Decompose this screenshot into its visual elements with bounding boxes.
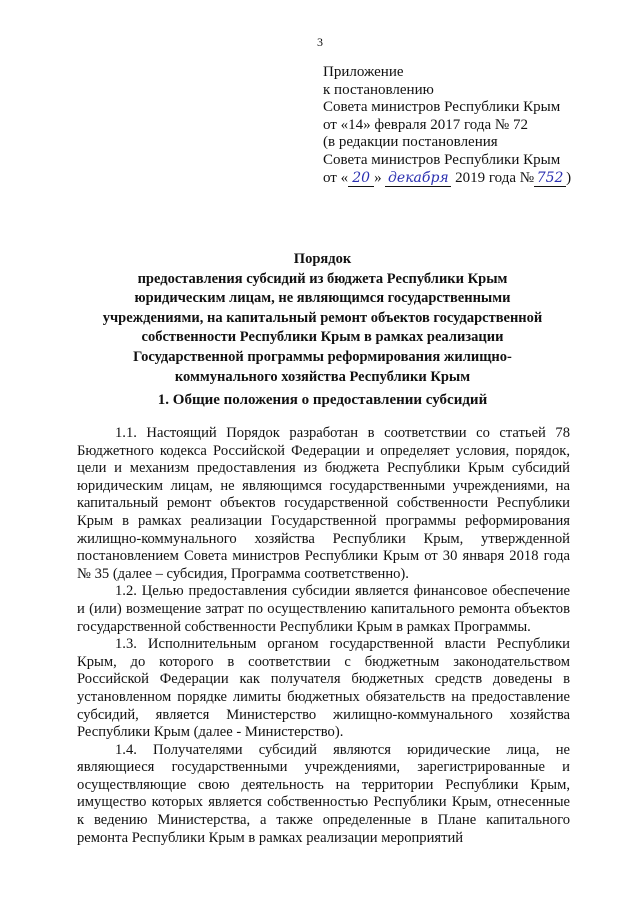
amendment-mid: »: [374, 169, 386, 186]
page-number: 3: [317, 35, 323, 49]
appendix-line-2: к постановлению: [323, 81, 434, 98]
paragraph-1-4: 1.4. Получателями субсидий являются юридические лица, не являющиеся государственными учреждениями, зарегистрированные и осуществляющие свою деятельность на территории Республики Крым, имущество которых является собственностью Республики Крым, отнесенные к ведению Министерства, а также определенные в Плане капитального ремонта Республики Крым в рамках реализации мероприятий: [77, 741, 570, 846]
title-line-4: учреждениями, на капитальный ремонт объектов государственной: [102, 309, 543, 326]
paragraph-1-2: 1.2. Целью предоставления субсидии является финансовое обеспечение и (или) возмещение затрат по осуществлению капитального ремонта объектов государственной собственности Республики Крым в рамках Программы.: [77, 583, 570, 635]
handwritten-month: декабря: [385, 171, 451, 187]
title-line-7: коммунального хозяйства Республики Крым: [174, 368, 471, 385]
handwritten-day: 20: [348, 171, 374, 187]
title-line-1: Порядок: [293, 251, 352, 267]
appendix-line-1: Приложение: [323, 64, 404, 80]
paragraph-1-3: 1.3. Исполнительным органом государственной власти Республики Крым, до которого в соответствии с бюджетным законодательством Российской Федерации как получателя бюджетных средств доведены в установленном порядке лимиты бюджетных обязательств на предоставление субсидий, является Министерство жилищно-коммунального хозяйства Республики Крым (далее - Министерство).: [77, 636, 570, 741]
title-line-6: Государственной программы реформирования жилищно-: [133, 348, 512, 365]
appendix-line-6: Совета министров Республики Крым: [323, 151, 561, 168]
document-title: [70, 250, 575, 387]
document-body: [77, 425, 570, 846]
amendment-prefix: от «: [323, 169, 349, 186]
paragraph-1-1: 1.1. Настоящий Порядок разработан в соответствии со статьей 78 Бюджетного кодекса Российской Федерации и определяет условия, порядок, цели и механизм предоставления из бюджета Республики Крым субсидий юридическим лицам, не являющимся государственными учреждениями, на капитальный ремонт объектов государственной собственности Республики Крым в рамках реализации Государственной программы реформирования жилищно-коммунального хозяйства Республики Крым, утвержденной постановлением Совета министров Республики Крым от 30 января 2018 года № 35 (далее – субсидия, Программа соответственно).: [77, 425, 570, 582]
appendix-line-5: (в редакции постановления: [323, 134, 498, 151]
handwritten-number: 752: [534, 171, 566, 187]
amendment-suffix: ): [566, 169, 572, 186]
title-line-2: предоставления субсидий из бюджета Республики Крым: [137, 270, 508, 287]
title-line-5: собственности Республики Крым в рамках реализации: [141, 329, 504, 346]
title-line-3: юридическим лицам, не являющимся государственными: [134, 290, 511, 307]
appendix-amendment-line: [323, 170, 623, 188]
section-heading: 1. Общие положения о предоставлении субсидий: [157, 392, 488, 408]
appendix-line-3: Совета министров Республики Крым: [323, 99, 561, 116]
appendix-line-4: от «14» февраля 2017 года № 72: [323, 116, 528, 133]
amendment-year: 2019 года №: [451, 169, 535, 186]
appendix-block: [323, 64, 623, 187]
